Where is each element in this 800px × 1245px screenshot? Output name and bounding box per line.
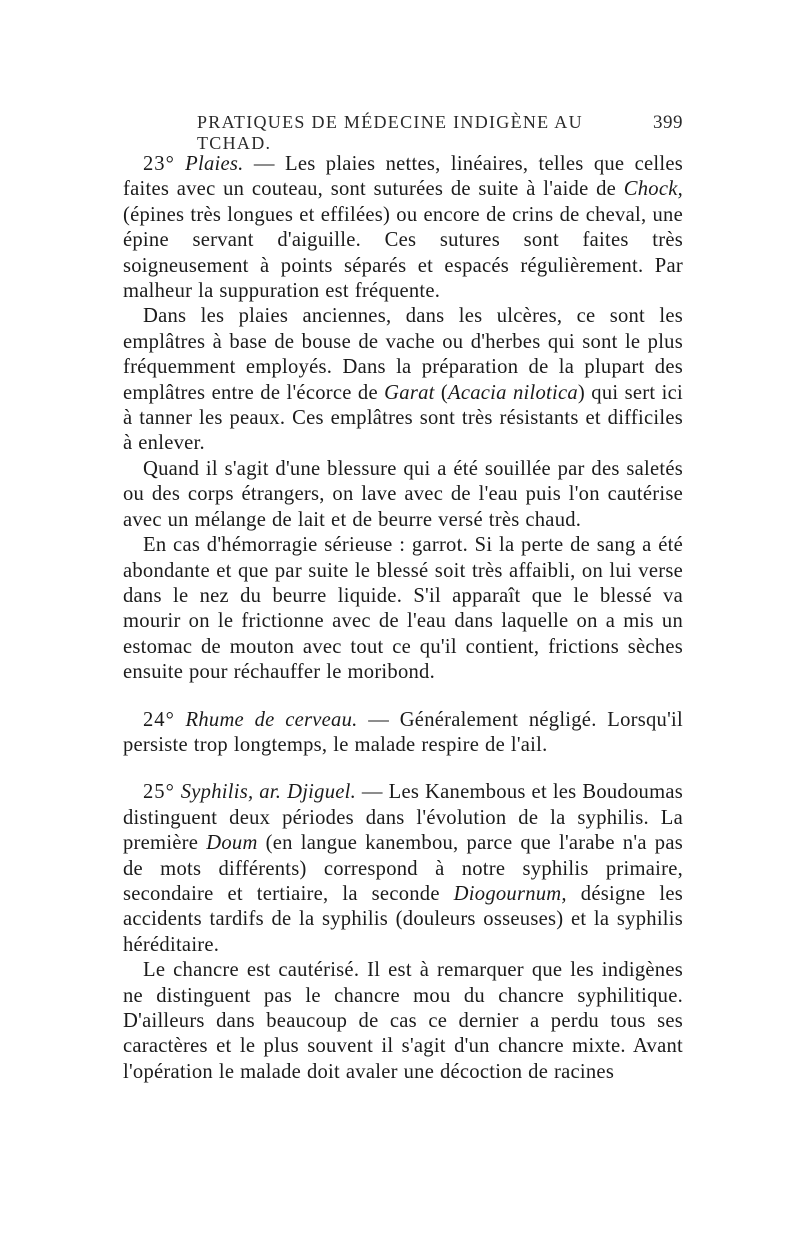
term-chock: Chock, (623, 178, 683, 201)
section-23-para2-b: ) qui sert ici à tanner les peaux. Ces emplâtres sont très résistants et difficiles à enlever. (123, 381, 684, 455)
book-page (123, 112, 683, 1085)
section-23-paragraph-2 (123, 304, 683, 456)
section-23-text-2: (épines très longues et effilées) ou encore de crins de cheval, une épine servant d'aiguille. Ces sutures sont faites très soigneusement à points séparés et espacés régulièrement. Par malheur la suppuration est fréquente. (123, 203, 683, 303)
term-doum: Doum (206, 832, 258, 855)
term-garat: Garat (384, 381, 435, 404)
section-25-heading: Syphilis, ar. Djiguel. (180, 781, 357, 804)
running-title: PRATIQUES DE MÉDECINE INDIGÈNE AU TCHAD. (197, 112, 583, 153)
section-24-text: — Généralement négligé. Lorsqu'il persiste trop longtemps, le malade respire de l'ail. (123, 708, 684, 756)
section-25-paragraph-1 (123, 780, 683, 958)
section-25-paragraph-2: Le chancre est cautérisé. Il est à remarquer que les indigènes ne distinguent pas le chancre mou du chancre syphilitique. D'ailleurs dans beaucoup de cas ce dernier a perdu tous ses caractères et le plus souvent il s'agit d'un chancre mixte. Avant l'opération le malade doit avaler une décoction de racines (123, 959, 683, 1083)
section-25-text-3: désigne les accidents tardifs de la syphilis (douleurs osseuses) et la syphilis héréditaire. (123, 882, 683, 956)
section-23-number: 23° (143, 153, 175, 175)
running-head (123, 112, 683, 152)
section-23-para2-a: Dans les plaies anciennes, dans les ulcères, ce sont les emplâtres à base de bouse de vache ou d'herbes qui sont le plus fréquemment employés. Dans la préparation de la plupart des emplâtres entre de l'écorce de (123, 305, 683, 404)
section-25-number: 25° (143, 781, 175, 804)
section-23-paragraph-4: En cas d'hémorragie sérieuse : garrot. Si la perte de sang a été abondante et que par suite le blessé soit très affaibli, on lui verse dans le nez du beurre liquide. S'il apparaît que le blessé va mourir on le frictionne avec de l'eau dans laquelle on a mis un estomac de mouton avec tout ce qu'il contient, frictions sèches ensuite pour réchauffer le moribond. (123, 534, 683, 684)
term-acacia-nilotica: Acacia nilotica (448, 381, 578, 404)
paren-open: ( (434, 381, 449, 404)
section-23-paragraph-1 (123, 152, 683, 304)
section-25-text-1: — Les Kanembous et les Boudoumas distinguent deux périodes dans l'évolution de la syphilis. La première (123, 781, 683, 855)
section-24-heading: Rhume de cerveau. (185, 708, 358, 731)
section-24-paragraph (123, 708, 683, 759)
section-25-text-2: (en langue kanembou, parce que l'arabe n'a pas de mots différents) correspond à notre syphilis primaire, secondaire et tertiaire, la seconde (123, 832, 683, 905)
section-23-paragraph-3: Quand il s'agit d'une blessure qui a été souillée par des saletés ou des corps étrangers, on lave avec de l'eau puis l'on cautérise avec un mélange de lait et de beurre versé très chaud. (123, 457, 683, 531)
section-23-text-1: — Les plaies nettes, linéaires, telles que celles faites avec un couteau, sont suturées de suite à l'aide de (123, 153, 683, 201)
term-diogournum: Diogournum, (453, 882, 567, 905)
page-number: 399 (653, 112, 683, 133)
section-23-heading: Plaies. (185, 153, 244, 175)
section-24-number: 24° (143, 708, 175, 731)
